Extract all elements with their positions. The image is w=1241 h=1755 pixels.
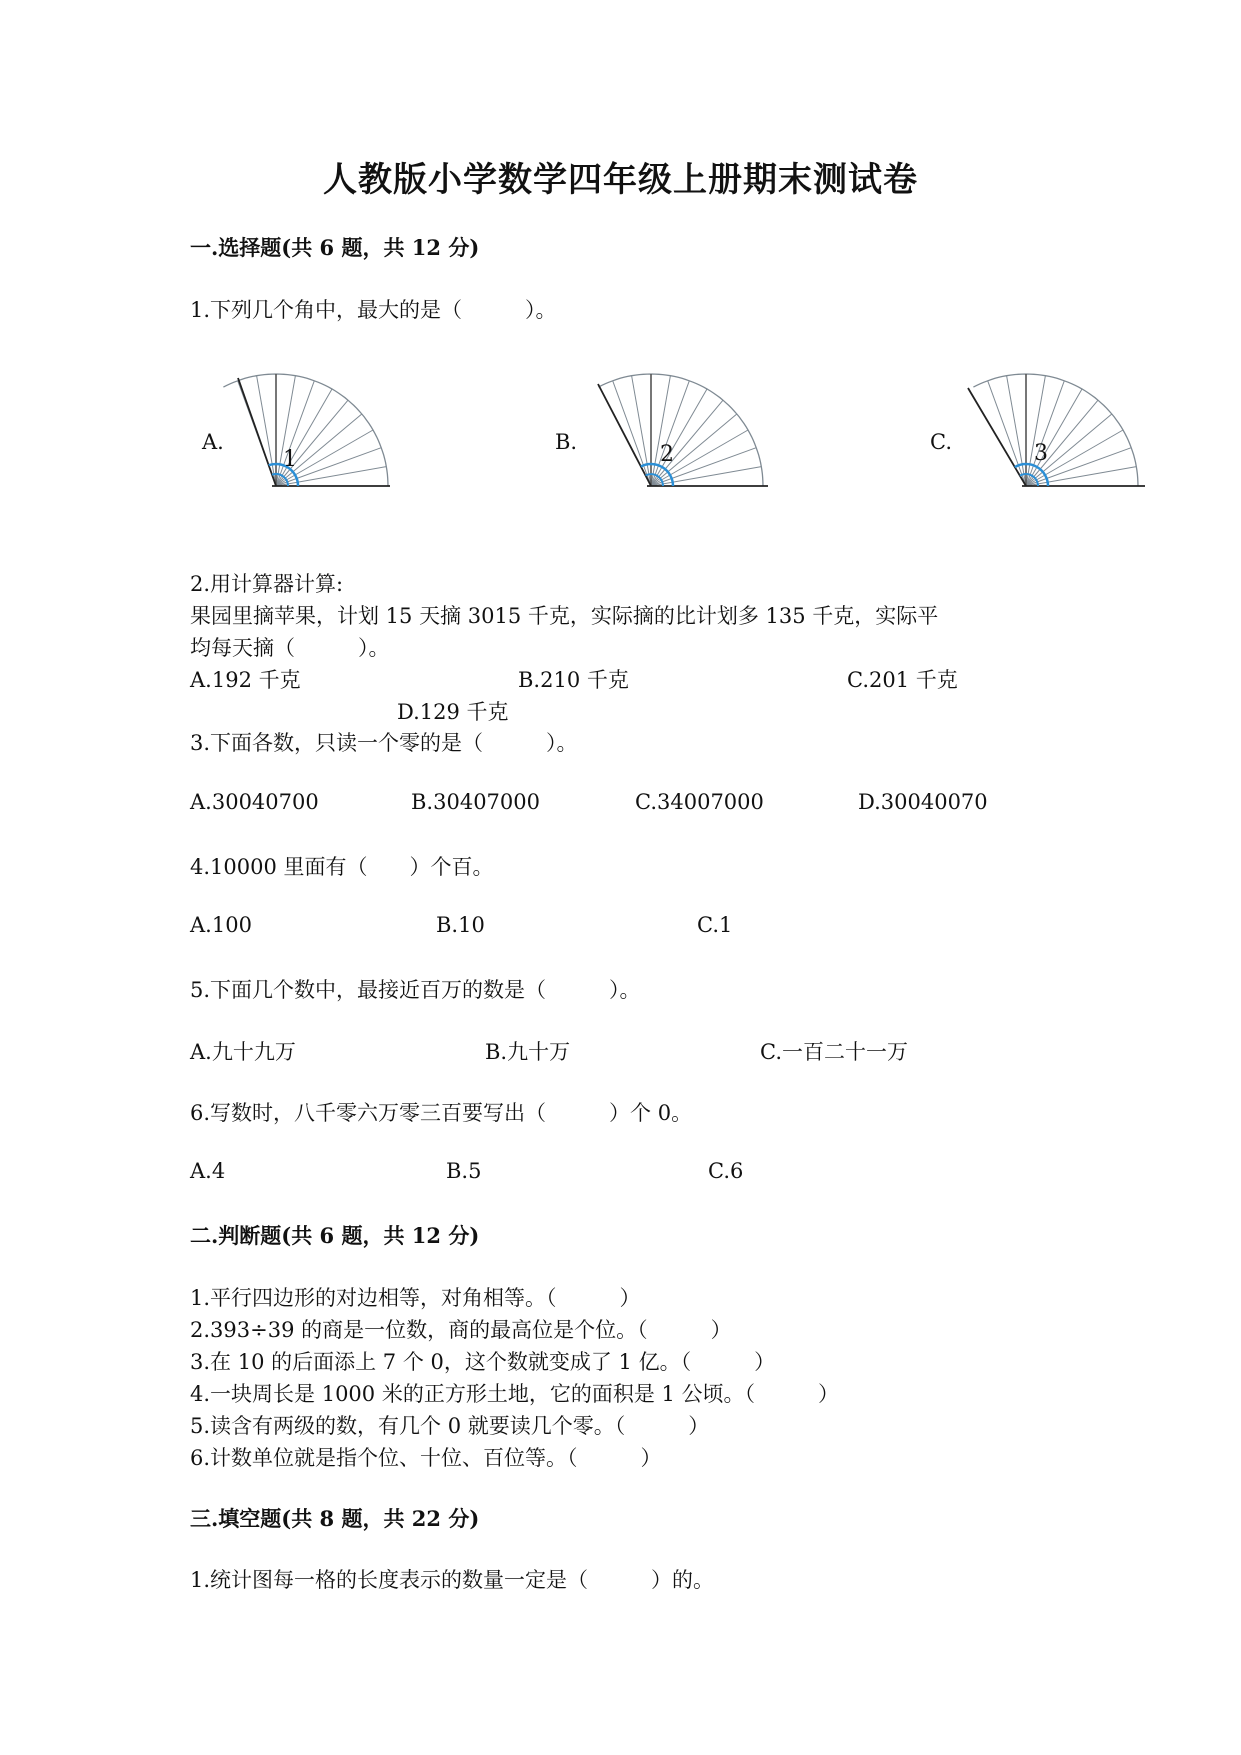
question-3-text: 3.下面各数，只读一个零的是（ ）。 — [190, 731, 578, 755]
judge-item: 2.393÷39 的商是一位数，商的最高位是个位。（ ） — [190, 1318, 732, 1342]
question-2-line-3: 均每天摘（ ）。 — [190, 636, 390, 660]
angle-2-number: 2 — [660, 442, 674, 467]
angle-3-number: 3 — [1034, 441, 1048, 466]
figure-b-label: B. — [555, 430, 578, 454]
question-1-text: 1.下列几个角中，最大的是（ ）。 — [190, 298, 557, 322]
protractor-tick-line — [257, 376, 276, 486]
figure-a-label: A. — [202, 430, 224, 454]
judge-item: 6.计数单位就是指个位、十位、百位等。（ ） — [190, 1446, 662, 1470]
option-b[interactable]: B.九十万 — [485, 1040, 571, 1064]
option-b[interactable]: B.10 — [436, 913, 485, 937]
option-d[interactable]: D.30040070 — [858, 790, 988, 814]
judge-item: 3.在 10 的后面添上 7 个 0，这个数就变成了 1 亿。（ ） — [190, 1350, 776, 1374]
protractor-tick-line — [613, 381, 651, 486]
angle-ray — [598, 384, 651, 486]
option-b[interactable]: B.5 — [446, 1159, 482, 1183]
question-4-text: 4.10000 里面有（ ）个百。 — [190, 855, 494, 879]
option-b[interactable]: B.30407000 — [411, 790, 540, 814]
judge-item: 1.平行四边形的对边相等，对角相等。（ ） — [190, 1286, 641, 1310]
section-heading-judge: 二.判断题(共 6 题，共 12 分) — [190, 1223, 480, 1248]
option-c[interactable]: C.34007000 — [635, 790, 764, 814]
option-a[interactable]: A.九十九万 — [190, 1040, 296, 1064]
question-2-line-1: 2.用计算器计算: — [190, 572, 344, 596]
angle-1-number: 1 — [283, 447, 297, 472]
angle-ray — [238, 378, 276, 486]
question-2-line-2: 果园里摘苹果，计划 15 天摘 3015 千克，实际摘的比计划多 135 千克，实际平 — [190, 604, 939, 628]
option-d[interactable]: D.129 千克 — [397, 700, 509, 724]
question-5-text: 5.下面几个数中，最接近百万的数是（ ）。 — [190, 978, 641, 1002]
figure-c-label: C. — [930, 430, 952, 454]
option-c[interactable]: C.201 千克 — [847, 668, 958, 692]
protractor-tick-line — [988, 381, 1026, 486]
judge-item: 5.读含有两级的数，有几个 0 就要读几个零。（ ） — [190, 1414, 710, 1438]
judge-item: 4.一块周长是 1000 米的正方形土地，它的面积是 1 公顷。（ ） — [190, 1382, 840, 1406]
option-a[interactable]: A.192 千克 — [190, 668, 301, 692]
protractor-tick-line — [632, 376, 651, 486]
section-heading-fill: 三.填空题(共 8 题，共 22 分) — [190, 1506, 480, 1531]
page-title: 人教版小学数学四年级上册期末测试卷 — [323, 160, 918, 200]
question-6-text: 6.写数时，八千零六万零三百要写出（ ）个 0。 — [190, 1101, 693, 1125]
option-c[interactable]: C.一百二十一万 — [760, 1040, 908, 1064]
option-b[interactable]: B.210 千克 — [518, 668, 629, 692]
option-c[interactable]: C.6 — [708, 1159, 744, 1183]
fill-item: 1.统计图每一格的长度表示的数量一定是（ ）的。 — [190, 1568, 715, 1592]
option-c[interactable]: C.1 — [697, 913, 733, 937]
option-a[interactable]: A.100 — [190, 913, 252, 937]
section-heading-choice: 一.选择题(共 6 题，共 12 分) — [190, 235, 480, 260]
option-a[interactable]: A.30040700 — [190, 790, 319, 814]
option-a[interactable]: A.4 — [190, 1159, 226, 1183]
